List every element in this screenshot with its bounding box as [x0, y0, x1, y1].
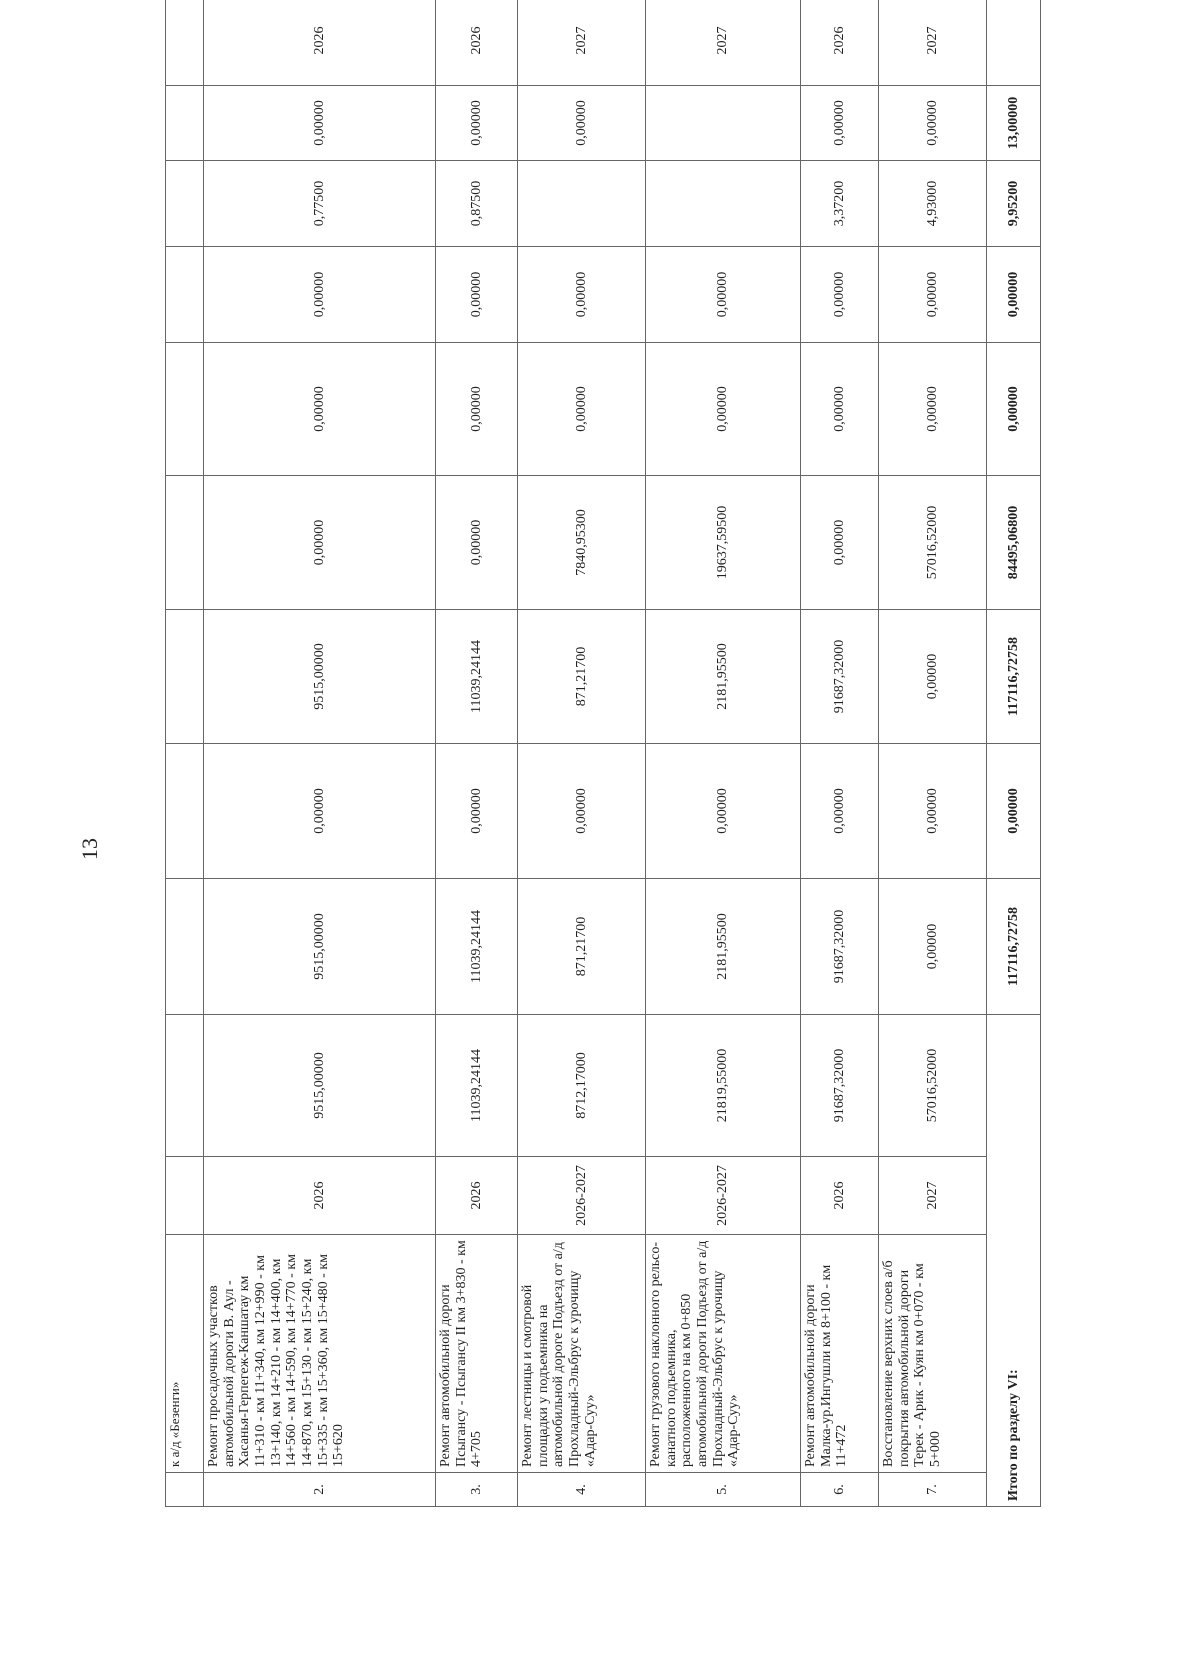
value-cell: 9515,00000 — [204, 1015, 436, 1157]
value-cell: 0,00000 — [436, 86, 518, 161]
total-value: 0,00000 — [987, 744, 1041, 879]
value-cell: 0,87500 — [436, 161, 518, 247]
row-number: 4. — [518, 1473, 646, 1507]
total-value: 0,00000 — [987, 247, 1041, 343]
value-cell: 2181,95500 — [646, 879, 801, 1015]
value-cell: 8712,17000 — [518, 1015, 646, 1157]
value-cell: 9515,00000 — [204, 610, 436, 744]
table-cell — [166, 1473, 204, 1507]
implementation-years: 2026 — [204, 1157, 436, 1235]
table-row — [801, 0, 879, 1507]
table-row — [879, 0, 987, 1507]
value-cell: 0,00000 — [436, 476, 518, 610]
table-cell — [987, 0, 1041, 86]
object-name: Ремонт автомобильной дороги Малка-ур.Ингушли км 8+100 - км 11+472 — [801, 1235, 879, 1473]
value-cell: 3,37200 — [801, 161, 879, 247]
row-number: 7. — [879, 1473, 987, 1507]
value-cell: 0,00000 — [204, 343, 436, 476]
row-number: 3. — [436, 1473, 518, 1507]
value-cell: 91687,32000 — [801, 610, 879, 744]
value-cell: 91687,32000 — [801, 1015, 879, 1157]
table-row — [646, 0, 801, 1507]
value-cell: 0,00000 — [879, 343, 987, 476]
value-cell: 0,00000 — [518, 86, 646, 161]
end-year: 2027 — [518, 0, 646, 86]
value-cell: 91687,32000 — [801, 879, 879, 1015]
implementation-years: 2026-2027 — [518, 1157, 646, 1235]
implementation-years: 2026 — [801, 1157, 879, 1235]
total-label: Итого по разделу VI: — [987, 1015, 1041, 1507]
value-cell: 0,00000 — [879, 879, 987, 1015]
value-cell: 0,00000 — [518, 247, 646, 343]
value-cell: 0,00000 — [879, 247, 987, 343]
total-value: 9,95200 — [987, 161, 1041, 247]
end-year: 2027 — [646, 0, 801, 86]
value-cell: 0,00000 — [204, 744, 436, 879]
value-cell: 11039,24144 — [436, 1015, 518, 1157]
value-cell: 0,00000 — [436, 343, 518, 476]
total-value: 117116,72758 — [987, 610, 1041, 744]
value-cell: 0,00000 — [801, 343, 879, 476]
value-cell: 0,00000 — [801, 247, 879, 343]
value-cell: 871,21700 — [518, 610, 646, 744]
value-cell: 0,00000 — [204, 86, 436, 161]
value-cell: 0,00000 — [646, 343, 801, 476]
value-cell: 871,21700 — [518, 879, 646, 1015]
total-value: 117116,72758 — [987, 879, 1041, 1015]
row-number: 5. — [646, 1473, 801, 1507]
total-value: 13,00000 — [987, 86, 1041, 161]
total-value: 0,00000 — [987, 343, 1041, 476]
value-cell: 19637,59500 — [646, 476, 801, 610]
table-row — [204, 0, 436, 1507]
value-cell: 0,00000 — [518, 343, 646, 476]
value-cell: 57016,52000 — [879, 1015, 987, 1157]
value-cell: 0,77500 — [204, 161, 436, 247]
value-cell — [646, 86, 801, 161]
value-cell: 0,00000 — [436, 247, 518, 343]
value-cell: 0,00000 — [879, 610, 987, 744]
implementation-years: 2026-2027 — [646, 1157, 801, 1235]
value-cell: 0,00000 — [646, 247, 801, 343]
value-cell: 0,00000 — [204, 476, 436, 610]
value-cell: 4,93000 — [879, 161, 987, 247]
value-cell: 0,00000 — [879, 86, 987, 161]
end-year: 2026 — [204, 0, 436, 86]
row-number: 2. — [204, 1473, 436, 1507]
object-name: Ремонт просадочных участков автомобильной дороги В. Аул - Хасанья-Герпегеж-Каншатау км 11+310 - км 11+340, км 12+990 - км 13+140, км 14+210 - км 14+400, км 14+560 - км 14+590, км 14+770 - км 14+870, км 15+130 - км 15+240, км 15+335 - км 15+360, км 15+480 - км 15+620 — [204, 1235, 436, 1473]
value-cell: 57016,52000 — [879, 476, 987, 610]
total-value: 84495,06800 — [987, 476, 1041, 610]
value-cell: 0,00000 — [518, 744, 646, 879]
object-name: Ремонт лестницы и смотровой площадки у подъемника на автомобильной дороге Подъезд от а/д Прохладный-Эльбрус к урочищу «Адар-Суу» — [518, 1235, 646, 1473]
value-cell: 11039,24144 — [436, 610, 518, 744]
object-name: Восстановление верхних слоев а/б покрытия автомобильной дороги Терек - Арик - Куян км 0+070 - км 5+000 — [879, 1235, 987, 1473]
page-number: 13 — [77, 838, 102, 860]
object-name: Ремонт автомобильной дороги Псыгансу - Псыгансу II км 3+830 - км 4+705 — [436, 1235, 518, 1473]
end-year: 2027 — [879, 0, 987, 86]
table-row — [518, 0, 646, 1507]
implementation-years: 2026 — [436, 1157, 518, 1235]
value-cell: 0,00000 — [801, 744, 879, 879]
end-year: 2026 — [436, 0, 518, 86]
value-cell: 11039,24144 — [436, 879, 518, 1015]
value-cell: 0,00000 — [801, 86, 879, 161]
value-cell: 2181,95500 — [646, 610, 801, 744]
total-row — [987, 0, 1041, 1507]
implementation-years: 2027 — [879, 1157, 987, 1235]
continuation-row — [166, 0, 204, 1507]
value-cell: 0,00000 — [436, 744, 518, 879]
value-cell: 7840,95300 — [518, 476, 646, 610]
value-cell: 9515,00000 — [204, 879, 436, 1015]
object-name: Ремонт грузового наклонного рельсо-канатного подъемника, расположенного на км 0+850 автомобильной дороги Подъезд от а/д Прохладный-Эльбрус к урочищу «Адар-Суу» — [646, 1235, 801, 1473]
section-table — [165, 0, 1041, 1507]
value-cell — [518, 161, 646, 247]
end-year: 2026 — [801, 0, 879, 86]
value-cell: 0,00000 — [801, 476, 879, 610]
table-row — [436, 0, 518, 1507]
continuation-text: к а/д «Безенги» — [166, 1235, 204, 1473]
row-number: 6. — [801, 1473, 879, 1507]
value-cell: 0,00000 — [879, 744, 987, 879]
value-cell: 0,00000 — [646, 744, 801, 879]
value-cell: 0,00000 — [204, 247, 436, 343]
value-cell: 21819,55000 — [646, 1015, 801, 1157]
value-cell — [646, 161, 801, 247]
